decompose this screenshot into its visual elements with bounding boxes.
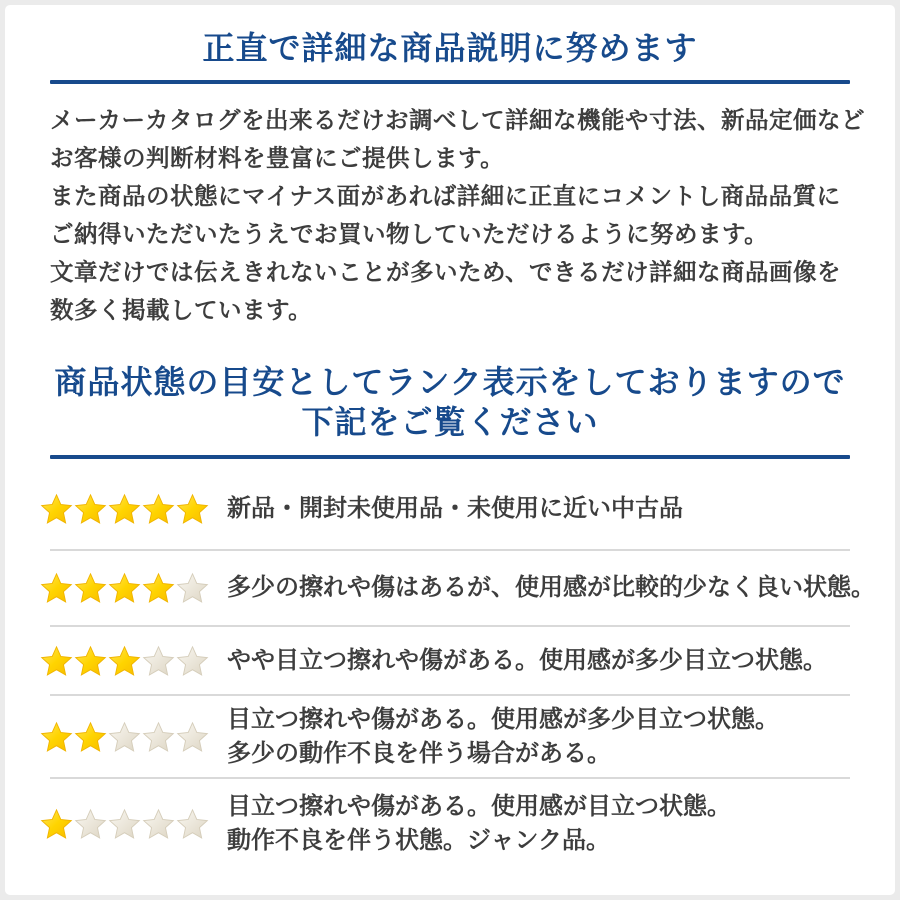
star-rating (40, 808, 215, 840)
rank-row-5-stars (50, 459, 850, 551)
star-filled-icon (142, 572, 175, 604)
rank-title-line1: 商品状態の目安としてランク表示をしておりますので (54, 364, 846, 400)
rank-row-3-stars (50, 627, 850, 696)
description-card (5, 5, 895, 895)
rank-row-2-stars (50, 696, 850, 779)
paragraph-line: お客様の判断材料を豊富にご提供します。 (50, 145, 505, 171)
star-filled-icon (40, 493, 73, 525)
star-filled-icon (74, 572, 107, 604)
paragraph-line: 数多く掲載しています。 (50, 297, 313, 323)
rank-section-title (50, 362, 850, 442)
star-empty-icon (108, 808, 141, 840)
star-empty-icon (176, 721, 209, 753)
star-filled-icon (74, 493, 107, 525)
paragraph-line: メーカーカタログを出来るだけお調べして詳細な機能や寸法、新品定価など (50, 107, 866, 133)
star-empty-icon (176, 808, 209, 840)
star-filled-icon (74, 645, 107, 677)
star-empty-icon (142, 645, 175, 677)
rank-description-line: 新品・開封未使用品・未使用に近い中古品 (227, 495, 683, 522)
star-filled-icon (176, 493, 209, 525)
rank-description (227, 492, 683, 526)
star-empty-icon (74, 808, 107, 840)
page-title: 正直で詳細な商品説明に努めます (202, 30, 698, 66)
rank-description-line: やや目立つ擦れや傷がある。使用感が多少目立つ状態。 (227, 646, 827, 674)
star-rating (40, 721, 215, 753)
intro-paragraph (50, 101, 866, 329)
rank-description-line: 多少の擦れや傷はあるが、使用感が比較的少なく良い状態。 (227, 574, 875, 601)
rank-description-line: 目立つ擦れや傷がある。使用感が多少目立つ状態。 (227, 705, 779, 733)
star-empty-icon (142, 721, 175, 753)
rank-title-line2: 下記をご覧ください (301, 404, 599, 440)
paragraph-line: ご納得いただいたうえでお買い物していただけるように努めます。 (50, 221, 769, 247)
star-filled-icon (108, 493, 141, 525)
title-underline (50, 80, 850, 84)
paragraph-line: また商品の状態にマイナス面があれば詳細に正直にコメントし商品品質に (50, 183, 841, 209)
rank-description-line: 目立つ擦れや傷がある。使用感が目立つ状態。 (227, 793, 731, 820)
rank-description-line: 多少の動作不良を伴う場合がある。 (227, 739, 611, 767)
star-empty-icon (176, 572, 209, 604)
star-filled-icon (40, 645, 73, 677)
star-filled-icon (40, 808, 73, 840)
rank-description (227, 644, 827, 678)
star-empty-icon (176, 645, 209, 677)
rank-description (227, 571, 875, 605)
star-rating (40, 493, 215, 525)
star-filled-icon (40, 572, 73, 604)
rank-description (227, 703, 779, 771)
rank-description-line: 動作不良を伴う状態。ジャンク品。 (227, 827, 611, 854)
rank-description (227, 790, 731, 858)
star-empty-icon (108, 721, 141, 753)
star-rating (40, 572, 215, 604)
star-rating (40, 645, 215, 677)
star-filled-icon (142, 493, 175, 525)
star-empty-icon (142, 808, 175, 840)
star-filled-icon (108, 645, 141, 677)
rank-row-4-stars (50, 551, 875, 627)
paragraph-line: 文章だけでは伝えきれないことが多いため、できるだけ詳細な商品画像を (50, 259, 842, 285)
star-filled-icon (74, 721, 107, 753)
star-filled-icon (40, 721, 73, 753)
rank-row-1-star (50, 779, 850, 869)
star-filled-icon (108, 572, 141, 604)
rank-list (50, 459, 875, 869)
